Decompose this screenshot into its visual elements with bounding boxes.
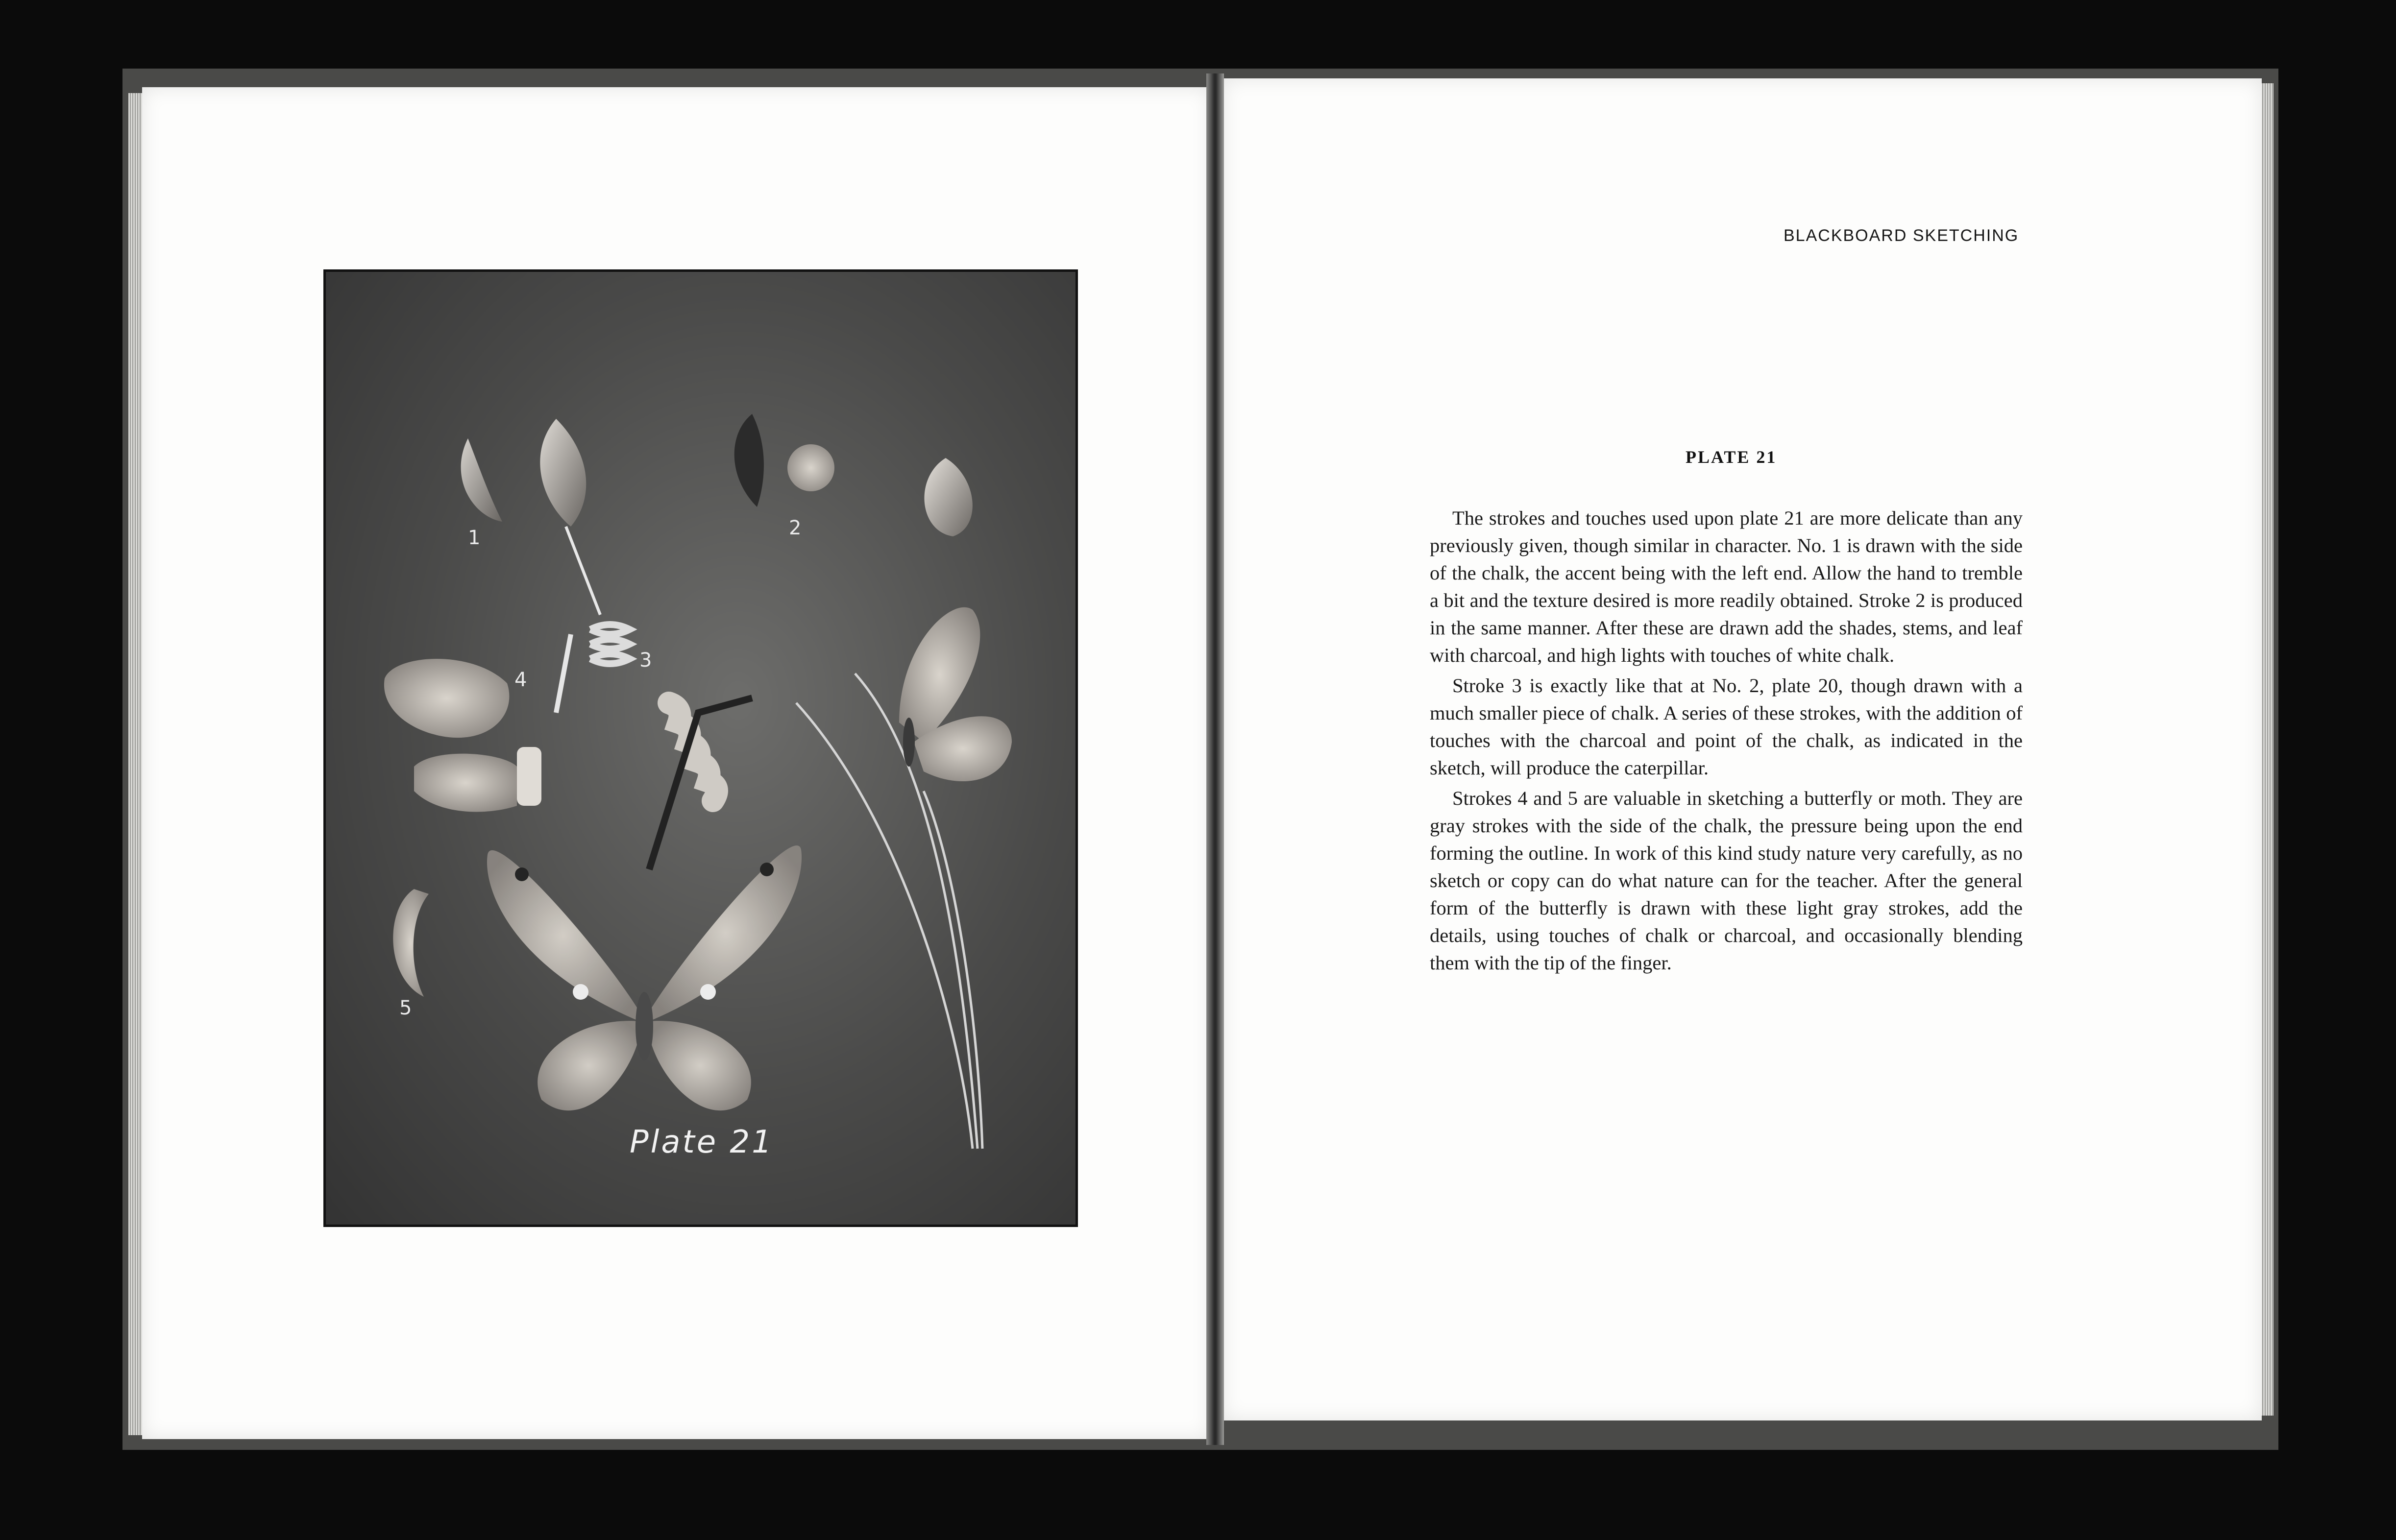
moth-right-forewing [649, 845, 802, 1021]
plate-caption: Plate 21 [630, 1124, 774, 1160]
moth-right-hindwing [649, 1021, 751, 1110]
stroke-4-upper-wing [384, 659, 509, 738]
stroke-3-ridges [590, 625, 630, 664]
stroke-label-4: 4 [514, 669, 527, 691]
stroke-label-1: 1 [468, 527, 481, 549]
body-text [1430, 505, 2023, 977]
stroke-2-berry [787, 444, 834, 491]
moth-body [636, 992, 653, 1060]
stroke-1-leaf [461, 438, 502, 522]
page-edges-right [2261, 83, 2274, 1416]
moth [487, 845, 802, 1110]
moth-left-hindwing [538, 1021, 639, 1110]
stroke-2-fruit [924, 458, 972, 536]
stroke-5-curve [393, 889, 429, 997]
stroke-1-leaf-stemmed [540, 419, 586, 527]
moth-left-forewing [487, 850, 639, 1021]
paragraph-2: Stroke 3 is exactly like that at No. 2, plate 20, though drawn with a much smaller piece of chalk. A series of these strokes, with the addition of touches with the charcoal and point of the chalk, as indicated in the sketch, will produce the caterpillar. [1430, 674, 2023, 779]
plate-heading: PLATE 21 [1686, 447, 1777, 467]
stroke-label-2: 2 [789, 517, 802, 539]
stroke-4-lower-wing [414, 754, 517, 812]
stroke-3-line [556, 634, 571, 713]
book-gutter [1206, 73, 1224, 1445]
butterfly-body [903, 718, 915, 767]
stroke-label-3: 3 [639, 649, 652, 672]
leaf-stem [566, 527, 600, 615]
stroke-4-body [517, 747, 541, 806]
stroke-2-dark-leaf [734, 414, 764, 507]
chalk-drawing [326, 272, 1076, 1225]
page-edges-left [128, 93, 143, 1435]
paragraph-3: Strokes 4 and 5 are valuable in sketching a butterfly or moth. They are gray strokes with the side of the chalk, the pressure being upon the end forming the outline. In work of this kind study nature very carefully, as no sketch or copy can do what nature can for the teacher. After the general form of the butterfly is drawn with these light gray strokes, add the details, using touches of chalk or charcoal, and occasionally blending them with the tip of the finger. [1430, 787, 2023, 974]
running-head: BLACKBOARD SKETCHING [1784, 226, 2019, 245]
stroke-label-5: 5 [399, 997, 412, 1019]
plate-illustration [323, 269, 1078, 1227]
paragraph-1: The strokes and touches used upon plate 21 are more delicate than any previously given, though similar in character. No. 1 is drawn with the side of the chalk, the accent being with the left end. Allow the hand to tremble a bit and the texture desired is more readily obtained. Stroke 2 is produced in the same manner. After these are drawn add the shades, stems, and leaf with charcoal, and high lights with touches of white chalk. [1430, 507, 2023, 666]
